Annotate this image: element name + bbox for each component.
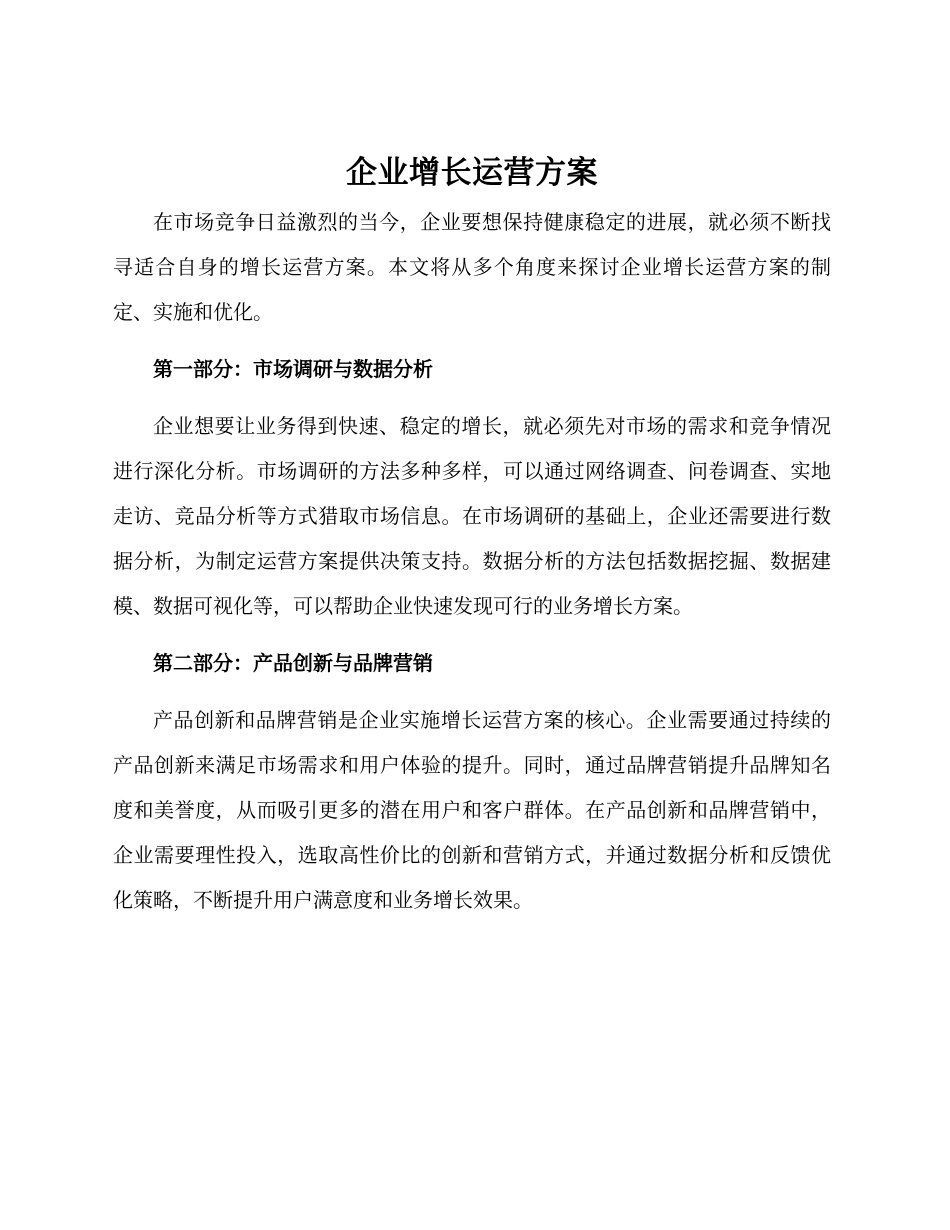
section-body-market-research: 企业想要让业务得到快速、稳定的增长，就必须先对市场的需求和竞争情况进行深化分析。市场调研的方法多种多样，可以通过网络调查、问卷调查、实地走访、竞品分析等方式猎取市场信息。在市场调研的基础上，企业还需要进行数据分析，为制定运营方案提供决策支持。数据分析的方法包括数据挖掘、数据建模、数据可视化等，可以帮助企业快速发现可行的业务增长方案。 xyxy=(113,414,831,618)
document-title: 企业增长运营方案 xyxy=(346,155,598,191)
document-page xyxy=(113,148,831,923)
section-body-product-innovation: 产品创新和品牌营销是企业实施增长运营方案的核心。企业需要通过持续的产品创新来满足市场需求和用户体验的提升。同时，通过品牌营销提升品牌知名度和美誉度，从而吸引更多的潜在用户和客户群体。在产品创新和品牌营销中，企业需要理性投入，选取高性价比的创新和营销方式，并通过数据分析和反馈优化策略，不断提升用户满意度和业务增长效果。 xyxy=(113,708,831,912)
intro-paragraph: 在市场竞争日益激烈的当今，企业要想保持健康稳定的进展，就必须不断找寻适合自身的增长运营方案。本文将从多个角度来探讨企业增长运营方案的制定、实施和优化。 xyxy=(113,210,831,324)
section-heading-product-innovation: 第二部分：产品创新与品牌营销 xyxy=(153,651,433,675)
section-heading-market-research: 第一部分：市场调研与数据分析 xyxy=(153,357,433,381)
